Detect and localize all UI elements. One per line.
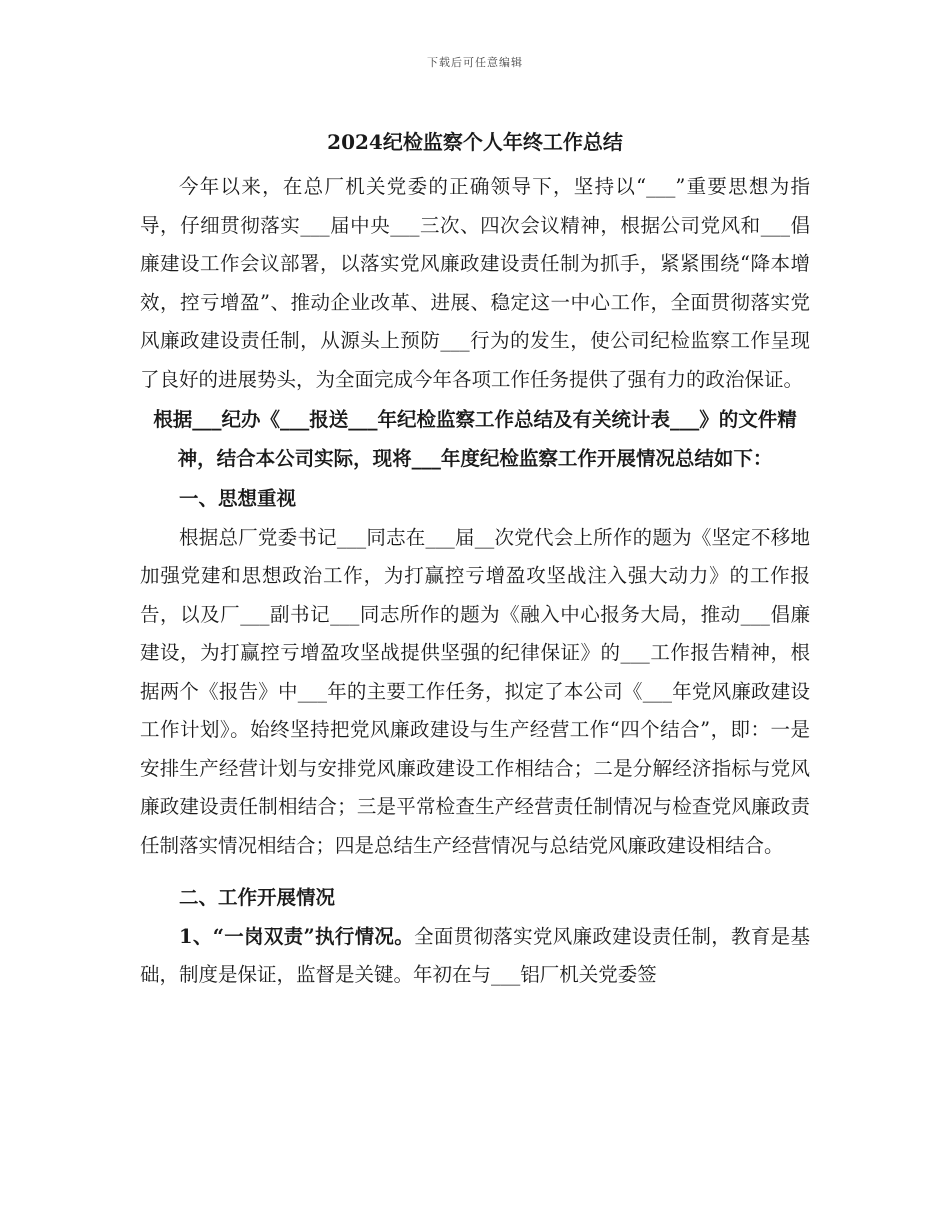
item-1-paragraph [140,918,810,995]
item-1-body: 全面贯彻落实党风廉政建设责任制，教育是基础，制度是保证，监督是关键。年初在与___铝厂机关党委签 [140,924,810,986]
document-title: 2024纪检监察个人年终工作总结 [327,130,623,154]
header-note: 下载后可任意编辑 [427,56,523,69]
basis-paragraph: 根据___纪办《___报送___年纪检监察工作总结及有关统计表___》的文件精神，结合本公司实际，现将___年度纪检监察工作开展情况总结如下： [153,408,797,470]
document-body [140,122,810,995]
intro-paragraph: 今年以来，在总厂机关党委的正确领导下，坚持以“___”重要思想为指导，仔细贯彻落实___届中央___三次、四次会议精神，根据公司党风和___倡廉建设工作会议部署，以落实党风廉政建设责任制为抓手，紧紧围绕“降本增效，控亏增盈”、推动企业改革、进展、稳定这一中心工作，全面贯彻落实党风廉政建设责任制，从源头上预防___行为的发生，使公司纪检监察工作呈现了良好的进展势头，为全面完成今年各项工作任务提供了强有力的政治保证。 [140,175,810,391]
section-2-heading: 二、工作开展情况 [179,886,336,909]
section-1-heading: 一、思想重视 [179,487,297,510]
item-1-lead: 1、“一岗双责”执行情况。 [179,924,415,948]
section-1-paragraph: 根据总厂党委书记___同志在___届__次党代会上所作的题为《坚定不移地加强党建和思想政治工作，为打赢控亏增盈攻坚战注入强大动力》的工作报告，以及厂___副书记___同志所作的题为《融入中心报务大局，推动___倡廉建设，为打赢控亏增盈攻坚战提供坚强的纪律保证》的___工作报告精神，根据两个《报告》中___年的主要工作任务，拟定了本公司《___年党风廉政建设工作计划》。始终坚持把党风廉政建设与生产经营工作“四个结合”，即：一是安排生产经营计划与安排党风廉政建设工作相结合；二是分解经济指标与党风廉政建设责任制相结合；三是平常检查生产经营责任制情况与检查党风廉政责任制落实情况相结合；四是总结生产经营情况与总结党风廉政建设相结合。 [140,525,810,857]
